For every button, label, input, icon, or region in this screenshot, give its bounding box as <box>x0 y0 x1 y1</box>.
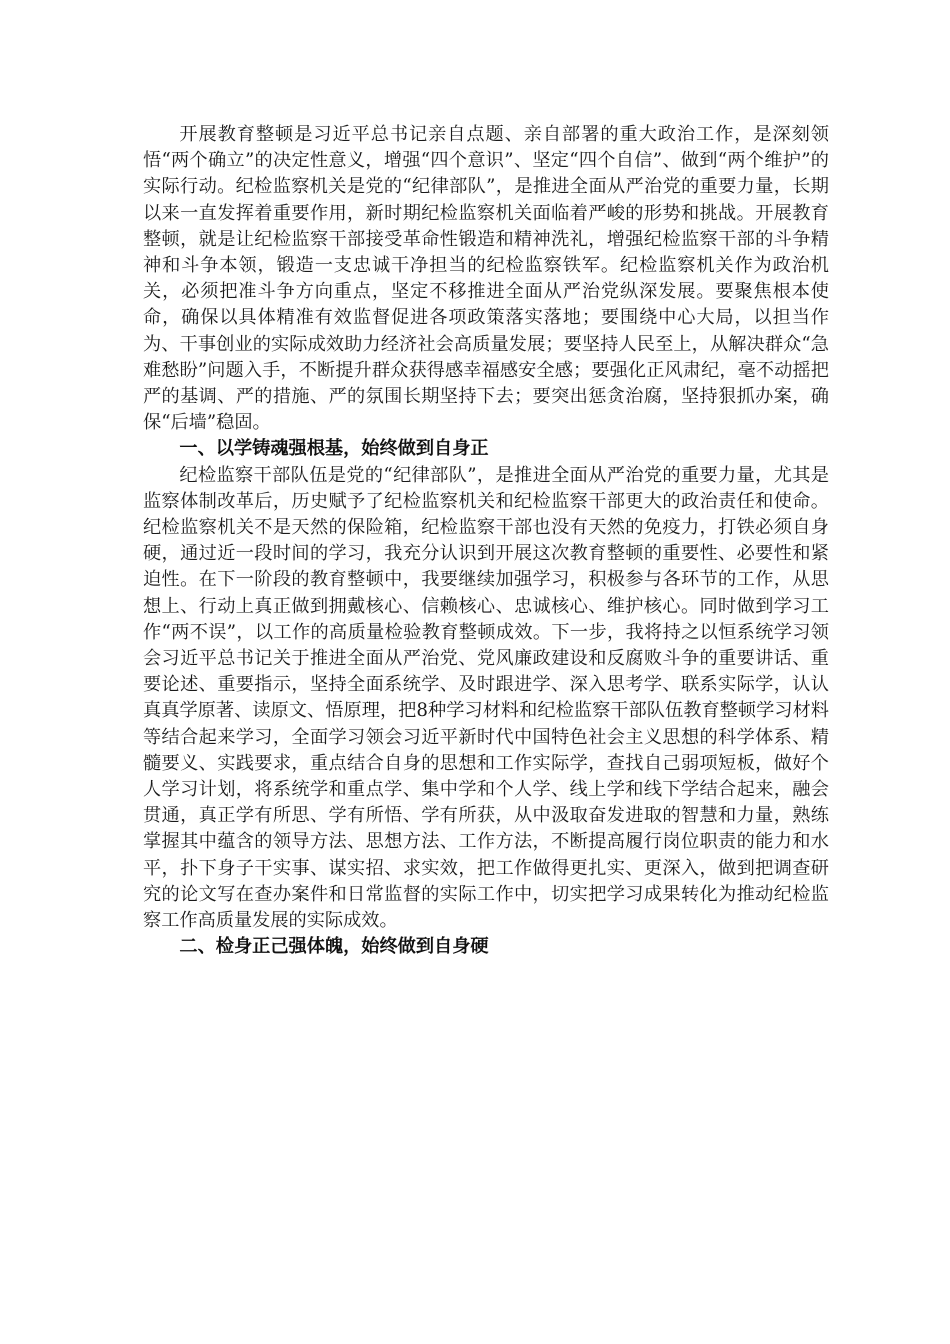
section-1-paragraph: 纪检监察干部队伍是党的“纪律部队”，是推进全面从严治党的重要力量，尤其是监察体制改革后，历史赋予了纪检监察机关和纪检监察干部更大的政治责任和使命。纪检监察机关不是天然的保险箱，纪检监察干部也没有天然的免疫力，打铁必须自身硬，通过近一段时间的学习，我充分认识到开展这次教育整顿的重要性、必要性和紧迫性。在下一阶段的教育整顿中，我要继续加强学习，积极参与各环节的工作，从思想上、行动上真正做到拥戴核心、信赖核心、忠诚核心、维护核心。同时做到学习工作“两不误”，以工作的高质量检验教育整顿成效。下一步，我将持之以恒系统学习领会习近平总书记关于推进全面从严治党、党风廉政建设和反腐败斗争的重要讲话、重要论述、重要指示，坚持全面系统学、及时跟进学、深入思考学、联系实际学，认认真真学原著、读原文、悟原理，把8种学习材料和纪检监察干部队伍教育整顿学习材料等结合起来学习，全面学习领会习近平新时代中国特色社会主义思想的科学体系、精髓要义、实践要求，重点结合自身的思想和工作实际学，查找自己弱项短板，做好个人学习计划，将系统学和重点学、集中学和个人学、线上学和线下学结合起来，融会贯通，真正学有所思、学有所悟、学有所获，从中汲取奋发进取的智慧和力量，熟练掌握其中蕴含的领导方法、思想方法、工作方法，不断提高履行岗位职责的能力和水平，扑下身子干实事、谋实招、求实效，把工作做得更扎实、更深入，做到把调查研究的论文写在查办案件和日常监督的实际工作中，切实把学习成果转化为推动纪检监察工作高质量发展的实际成效。 <box>143 464 829 932</box>
section-heading-2: 二、检身正己强体魄，始终做到自身硬 <box>179 936 489 958</box>
document-body <box>143 122 829 961</box>
intro-paragraph: 开展教育整顿是习近平总书记亲自点题、亲自部署的重大政治工作，是深刻领悟“两个确立”的决定性意义，增强“四个意识”、坚定“四个自信”、做到“两个维护”的实际行动。纪检监察机关是党的“纪律部队”，是推进全面从严治党的重要力量，长期以来一直发挥着重要作用，新时期纪检监察机关面临着严峻的形势和挑战。开展教育整顿，就是让纪检监察干部接受革命性锻造和精神洗礼，增强纪检监察干部的斗争精神和斗争本领，锻造一支忠诚干净担当的纪检监察铁军。纪检监察机关作为政治机关，必须把准斗争方向重点，坚定不移推进全面从严治党纵深发展。要聚焦根本使命，确保以具体精准有效监督促进各项政策落实落地；要围绕中心大局，以担当作为、干事创业的实际成效助力经济社会高质量发展；要坚持人民至上，从解决群众“急难愁盼”问题入手，不断提升群众获得感幸福感安全感；要强化正风肃纪，毫不动摇把严的基调、严的措施、严的氛围长期坚持下去；要突出惩贪治腐，坚持狠抓办案，确保“后墙”稳固。 <box>143 124 829 434</box>
section-heading-1: 一、以学铸魂强根基，始终做到自身正 <box>179 438 489 460</box>
